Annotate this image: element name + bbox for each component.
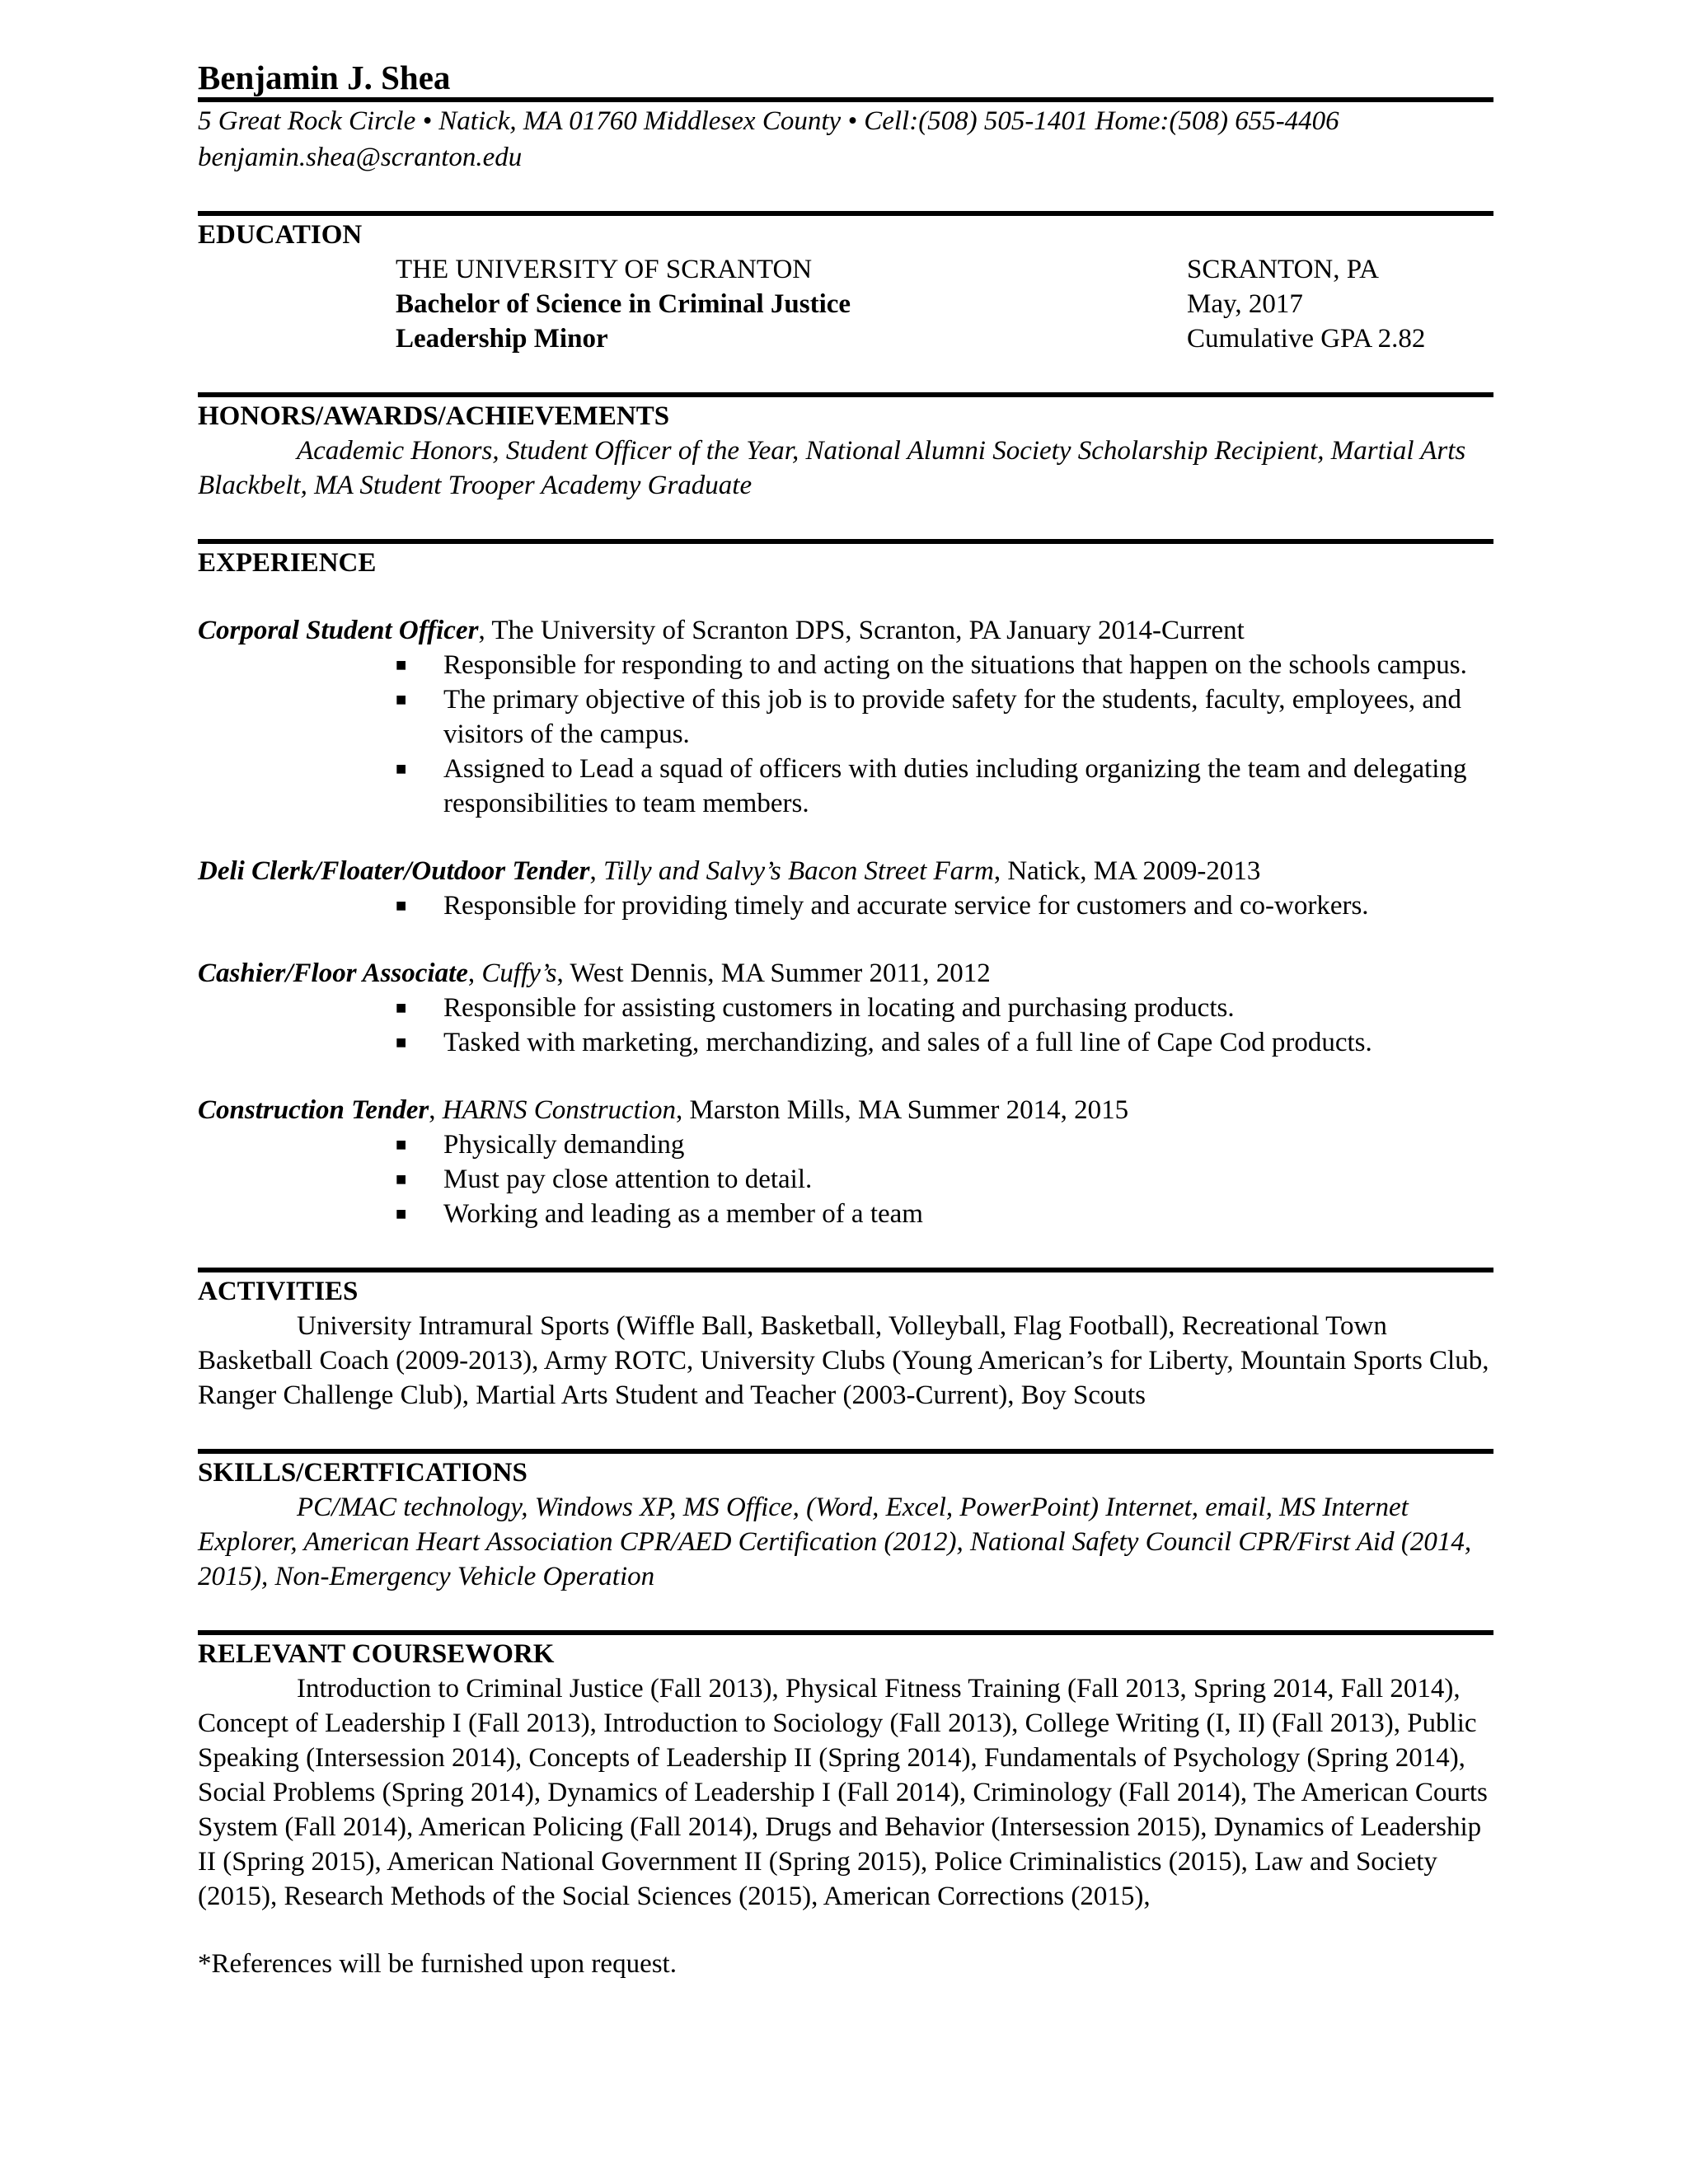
job-details: , Marston Mills, MA Summer 2014, 2015 xyxy=(676,1095,1129,1125)
square-bullet-icon: ■ xyxy=(396,1134,407,1155)
education-section xyxy=(198,211,1490,356)
job-bullets xyxy=(198,991,1490,1060)
coursework-title: RELEVANT COURSEWORK xyxy=(198,1639,555,1669)
job-org: HARNS Construction xyxy=(442,1095,677,1125)
education-location: SCRANTON, PA xyxy=(1187,255,1379,284)
activities-title: ACTIVITIES xyxy=(198,1277,359,1306)
honors-title: HONORS/AWARDS/ACHIEVEMENTS xyxy=(198,401,670,431)
job-bullet: ■ Responsible for providing timely and accurate service for customers and co-workers. xyxy=(198,888,1490,923)
education-school: THE UNIVERSITY OF SCRANTON xyxy=(396,255,813,284)
square-bullet-icon: ■ xyxy=(396,1032,407,1052)
coursework-section xyxy=(198,1630,1490,1914)
job-entry xyxy=(198,956,1490,1060)
square-bullet-icon: ■ xyxy=(396,1169,407,1189)
education-row-degree xyxy=(198,287,1490,321)
job-bullets xyxy=(198,648,1490,821)
experience-section xyxy=(198,539,1490,1231)
education-rule xyxy=(198,211,1493,216)
activities-section xyxy=(198,1268,1490,1413)
activities-text: University Intramural Sports (Wiffle Ball, Basketball, Volleyball, Flag Football), Recreational Town Basketball Coach (2009-2013), Army ROTC, University Clubs (Young American’s for Liberty, Mountain Sports Club, Ranger Challenge Club), Martial Arts Student and Teacher (2003-Current), Boy Scouts xyxy=(198,1311,1489,1410)
job-bullet: ■ Assigned to Lead a squad of officers with duties including organizing the team and delegating responsibilities to team members. xyxy=(198,752,1490,821)
honors-section xyxy=(198,392,1490,503)
experience-title: EXPERIENCE xyxy=(198,548,377,578)
square-bullet-icon: ■ xyxy=(396,689,407,710)
job-bullet: ■ Tasked with marketing, merchandizing, and sales of a full line of Cape Cod products. xyxy=(198,1025,1490,1060)
education-minor: Leadership Minor xyxy=(396,324,608,354)
job-org: Cuffy’s xyxy=(481,958,557,988)
job-bullets xyxy=(198,1127,1490,1231)
education-degree: Bachelor of Science in Criminal Justice xyxy=(396,289,851,319)
skills-section xyxy=(198,1449,1490,1594)
job-title: Construction Tender xyxy=(198,1095,429,1125)
job-org: Tilly and Salvy’s Bacon Street Farm xyxy=(603,856,994,886)
job-heading: Cashier/Floor Associate, Cuffy’s, West Dennis, MA Summer 2011, 2012 xyxy=(198,958,991,988)
job-bullet: ■ Responsible for assisting customers in locating and purchasing products. xyxy=(198,991,1490,1025)
job-entry xyxy=(198,854,1490,923)
header-rule xyxy=(198,97,1493,102)
honors-text: Academic Honors, Student Officer of the Year, National Alumni Society Scholarship Recipient, Martial Arts Blackbelt, MA Student Trooper Academy Graduate xyxy=(198,436,1466,500)
square-bullet-icon: ■ xyxy=(396,997,407,1018)
skills-rule xyxy=(198,1449,1493,1454)
job-heading: Construction Tender, HARNS Construction, Marston Mills, MA Summer 2014, 2015 xyxy=(198,1095,1129,1125)
job-bullet: ■ The primary objective of this job is to provide safety for the students, faculty, employees, and visitors of the campus. xyxy=(198,682,1490,752)
job-details: , Natick, MA 2009-2013 xyxy=(993,856,1261,886)
job-bullet: ■ Must pay close attention to detail. xyxy=(198,1162,1490,1197)
education-title: EDUCATION xyxy=(198,220,363,250)
job-title: Cashier/Floor Associate xyxy=(198,958,468,988)
job-heading: Deli Clerk/Floater/Outdoor Tender, Tilly and Salvy’s Bacon Street Farm, Natick, MA 2009-2013 xyxy=(198,856,1261,886)
skills-text: PC/MAC technology, Windows XP, MS Office, (Word, Excel, PowerPoint) Internet, email, MS Internet Explorer, American Heart Association CPR/AED Certification (2012), National Safety Council CPR/First Aid (2014, 2015), Non-Emergency Vehicle Operation xyxy=(198,1493,1472,1591)
education-date: May, 2017 xyxy=(1187,289,1303,319)
job-heading xyxy=(198,613,1490,648)
education-row-school xyxy=(198,252,1490,287)
job-bullet: ■ Responsible for responding to and acting on the situations that happen on the schools campus. xyxy=(198,648,1490,682)
honors-rule xyxy=(198,392,1493,397)
square-bullet-icon: ■ xyxy=(396,654,407,675)
job-entry xyxy=(198,613,1490,821)
job-bullet: ■ Working and leading as a member of a team xyxy=(198,1197,1490,1231)
job-bullets xyxy=(198,888,1490,923)
job-details: , The University of Scranton DPS, Scranton, PA January 2014-Current xyxy=(478,616,1245,645)
square-bullet-icon: ■ xyxy=(396,1203,407,1224)
resume-page xyxy=(198,58,1490,1981)
job-title: Corporal Student Officer xyxy=(198,616,479,645)
education-gpa: Cumulative GPA 2.82 xyxy=(1187,324,1426,354)
coursework-rule xyxy=(198,1630,1493,1635)
square-bullet-icon: ■ xyxy=(396,758,407,779)
contact-line: 5 Great Rock Circle • Natick, MA 01760 Middlesex County • Cell:(508) 505-1401 Home:(508) 655-4406 xyxy=(198,106,1339,136)
skills-title: SKILLS/CERTFICATIONS xyxy=(198,1458,528,1488)
resume-name: Benjamin J. Shea xyxy=(198,59,451,96)
job-title: Deli Clerk/Floater/Outdoor Tender xyxy=(198,856,590,886)
education-row-minor xyxy=(198,321,1490,356)
references-note: *References will be furnished upon request. xyxy=(198,1949,677,1979)
job-entry xyxy=(198,1093,1490,1231)
job-bullet: ■ Physically demanding xyxy=(198,1127,1490,1162)
square-bullet-icon: ■ xyxy=(396,895,407,916)
experience-rule xyxy=(198,539,1493,544)
email-line: benjamin.shea@scranton.edu xyxy=(198,143,523,172)
activities-rule xyxy=(198,1268,1493,1272)
job-details: , West Dennis, MA Summer 2011, 2012 xyxy=(556,958,991,988)
coursework-text: Introduction to Criminal Justice (Fall 2013), Physical Fitness Training (Fall 2013, Spring 2014, Fall 2014), Concept of Leadership I (Fall 2013), Introduction to Sociology (Fall 2013), College Writing (I, II) (Fall 2013), Public Speaking (Intersession 2014), Concepts of Leadership II (Spring 2014), Fundamentals of Psychology (Spring 2014), Social Problems (Spring 2014), Dynamics of Leadership I (Fall 2014), Criminology (Fall 2014), The American Courts System (Fall 2014), American Policing (Fall 2014), Drugs and Behavior (Intersession 2015), Dynamics of Leadership II (Spring 2015), American National Government II (Spring 2015), Police Criminalistics (2015), Law and Society (2015), Research Methods of the Social Sciences (2015), American Corrections (2015), xyxy=(198,1674,1488,1911)
